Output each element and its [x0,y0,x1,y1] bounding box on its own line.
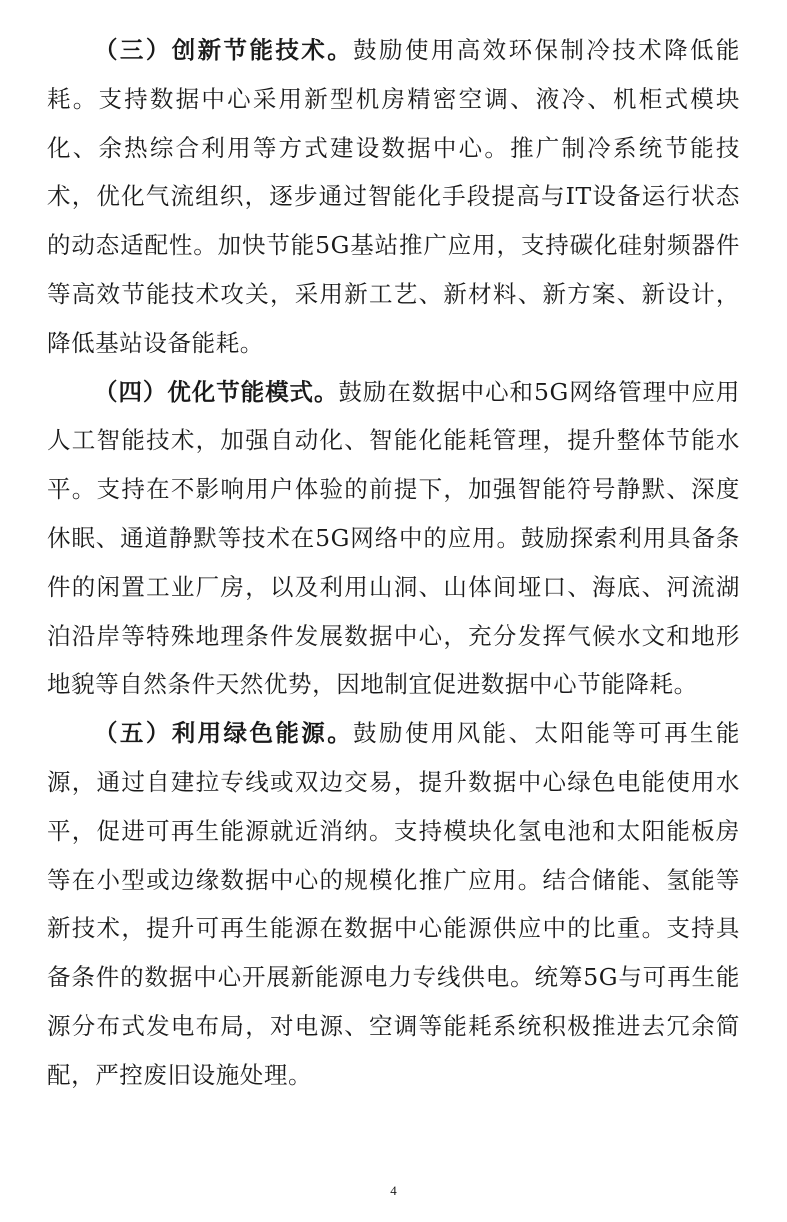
section-five-body: 鼓励使用风能、太阳能等可再生能源，通过自建拉专线或双边交易，提升数据中心绿色电能使用水平，促进可再生能源就近消纳。支持模块化氢电池和太阳能板房等在小型或边缘数据中心的规模化推广应用。结合储能、氢能等新技术，提升可再生能源在数据中心能源供应中的比重。支持具备条件的数据中心开展新能源电力专线供电。统筹5G与可再生能源分布式发电布局，对电源、空调等能耗系统积极推进去冗余简配，严控废旧设施处理。 [47,719,740,1089]
section-four-paragraph [47,368,740,710]
section-three-body: 鼓励使用高效环保制冷技术降低能耗。支持数据中心采用新型机房精密空调、液冷、机柜式模块化、余热综合利用等方式建设数据中心。推广制冷系统节能技术，优化气流组织，逐步通过智能化手段提高与IT设备运行状态的动态适配性。加快节能5G基站推广应用，支持碳化硅射频器件等高效节能技术攻关，采用新工艺、新材料、新方案、新设计，降低基站设备能耗。 [47,36,740,357]
section-four-body: 鼓励在数据中心和5G网络管理中应用人工智能技术，加强自动化、智能化能耗管理，提升整体节能水平。支持在不影响用户体验的前提下，加强智能符号静默、深度休眠、通道静默等技术在5G网络中的应用。鼓励探索利用具备条件的闲置工业厂房，以及利用山洞、山体间垭口、海底、河流湖泊沿岸等特殊地理条件发展数据中心，充分发挥气候水文和地形地貌等自然条件天然优势，因地制宜促进数据中心节能降耗。 [47,377,740,699]
section-three-paragraph [47,26,740,368]
section-five-paragraph [47,709,740,1099]
page-number: 4 [390,1183,397,1198]
section-three-heading: （三）创新节能技术。 [94,36,354,64]
section-five-heading: （五）利用绿色能源。 [94,719,354,748]
section-four-heading: （四）优化节能模式。 [94,377,339,406]
